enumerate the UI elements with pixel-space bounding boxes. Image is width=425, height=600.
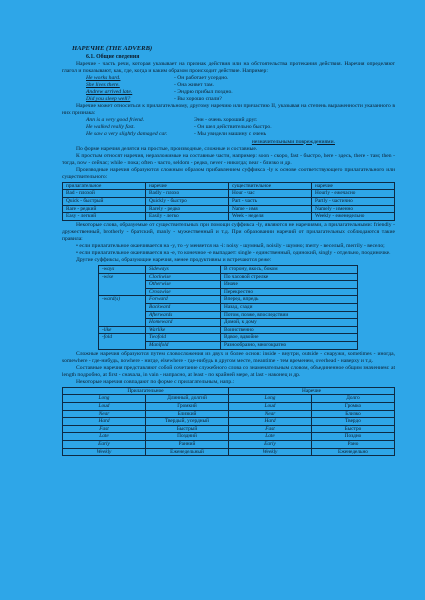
paragraph-degree: Наречие может относиться к прилагательному, другому наречию или причастию II, указывая на степень выраженности указанного в них признака:	[62, 103, 395, 117]
table-header-row: Прилагательное Наречие	[63, 387, 395, 395]
example-row: Did you sleep well? - Вы хорошо спали?	[86, 96, 222, 103]
table-row: Afterwards Потом, позже, впоследствии	[99, 311, 358, 319]
table-row: Backward Назад, сзади	[99, 304, 358, 312]
examples-list-1	[62, 75, 395, 103]
paragraph-other-suffixes: Другие суффиксы, образующие наречия, менее продуктивны и встречаются реже:	[76, 257, 272, 263]
paragraph-composite: Составные наречия представляют собой сочетание служебного слова со знаменательным словом, объединенное общим значением: at length подробно, at first - сначала, in vain - напрасно, at least - по крайней мере, at last - наконец и др.	[62, 364, 395, 378]
example-continuation: незначительными повреждениями.	[251, 138, 335, 145]
table-row: Near Близкий Near Близко	[63, 410, 395, 418]
table-header-row: прилагательное наречие существительное наречие	[63, 182, 395, 190]
example-row: He walked really fast. - Он шел действительно быстро.	[86, 124, 272, 131]
paragraph-derived: Производные наречия образуются сложным образом прибавлением суффикса -ly к основе соответствующего прилагательного или существительного:	[62, 166, 395, 180]
paragraph-same-form: Некоторые наречия совпадают по форме с прилагательным, напр.:	[76, 378, 235, 385]
example-row: She lives there. - Она живет там.	[86, 82, 214, 89]
table-row: -ways Sideways В сторону, вкось, боком	[99, 266, 358, 274]
table-row: Otherwise Иначе	[99, 281, 358, 289]
paragraph-ly-adjectives: Некоторые слова, образуемые от существительных при помощи суффикса -ly, являются не наречиями, а прилагательными: friendly - дружественный, brotherly - братский, manly - мужественный и т.д. При образовании наречий от прилагательных соблюдаются такие правила:	[62, 221, 395, 242]
table-row: Bad - плохой Badly - плохо Hour - час Hourly - ежечасно	[63, 190, 395, 198]
table-row: Crosswise Перекрестно	[99, 288, 358, 296]
paragraph-forms: По форме наречия делятся на простые, производные, сложные и составные.	[76, 145, 258, 152]
page-title: НАРЕЧИЕ (THE ADVERB)	[72, 45, 153, 52]
table-row: Hard Твердый, усердный Hard Твердо	[63, 418, 395, 426]
table-row: Manifold Разнообразно, многократно	[99, 341, 358, 349]
examples-list-2	[62, 117, 395, 145]
table-row: Fast Быстрый Fast Быстро	[63, 425, 395, 433]
table-row: Quick - быстрый Quickly - быстро Part - часть Partly - частично	[63, 197, 395, 205]
table-row: Weekly Еженедельный Weekly Еженедельно	[63, 448, 395, 456]
example-row: He works hard. - Он работает усердно.	[86, 75, 229, 82]
table-row: -like Warlike Воинственно	[99, 326, 358, 334]
paragraph-compound: Сложные наречия образуются путем словосложения из двух и более основ: inside - внутри, outside - снаружи, sometimes - иногда, somewhere - где-нибудь, nowhere - нигде, elsewhere - где-нибудь в другом месте, meantime - тем временем, overhead - наверху и т.д.	[62, 350, 395, 364]
table-row: Rare - редкий Rarely - редко Name - имя Namely - именно	[63, 205, 395, 213]
table-row: Late Поздний Late Поздно	[63, 433, 395, 441]
section-heading: 6.1. Общие сведения	[86, 54, 140, 60]
bullet-item: • если прилагательное оканчивается на -y, то -y меняется на -i: noisy - шумный, noisily - шумно; merry - веселый, merrily - весело;	[76, 242, 385, 249]
table-row: -wise Clockwise По часовой стрелке	[99, 273, 358, 281]
adjective-adverb-table	[62, 387, 395, 456]
example-row: Ann is a very good friend. Энн - очень хороший друг.	[86, 117, 258, 124]
table-row: Early Ранний Early Рано	[63, 440, 395, 448]
suffix-ly-table	[62, 182, 395, 221]
table-row: Long Длинный, долгий Long Долго	[63, 395, 395, 403]
table-row: -ward(s) Forward Вперед, впредь	[99, 296, 358, 304]
table-row: Easy - легкий Easily - легко Week - неделя Weekly - еженедельно	[63, 213, 395, 221]
example-row: He saw a very slightly damaged car. - Мы увидели машину с очень	[86, 131, 267, 138]
table-row: Loud Громкий Loud Громко	[63, 403, 395, 411]
intro-paragraph: Наречие - часть речи, которая указывает на признак действия или на обстоятельства протекания действия. Наречия определяют глагол и показывают, как, где, когда и каким образом происходит действие. Например:	[62, 61, 395, 75]
paragraph-simple: К простым относят наречия, неразложимые на составные части, например: soon - скоро, fast - быстро, here - здесь, there - там; then - тогда, now - сейчас; while - пока; often - часто, seldom - редко, never - никогда; near - близко и др.	[62, 152, 395, 166]
table-row: -fold Twofold Вдвое, вдвойне	[99, 334, 358, 342]
table-row: Homeward Домой, к дому	[99, 319, 358, 327]
bullet-item: • если прилагательное оканчивается на -e, то конечное -e выпадает: single - единственный, одинокий, singly - отдельно, поодиночке.	[76, 249, 391, 256]
other-suffix-table	[98, 265, 358, 350]
example-row: Andrew arrived late. - Эндрю прибыл поздно.	[86, 89, 233, 96]
